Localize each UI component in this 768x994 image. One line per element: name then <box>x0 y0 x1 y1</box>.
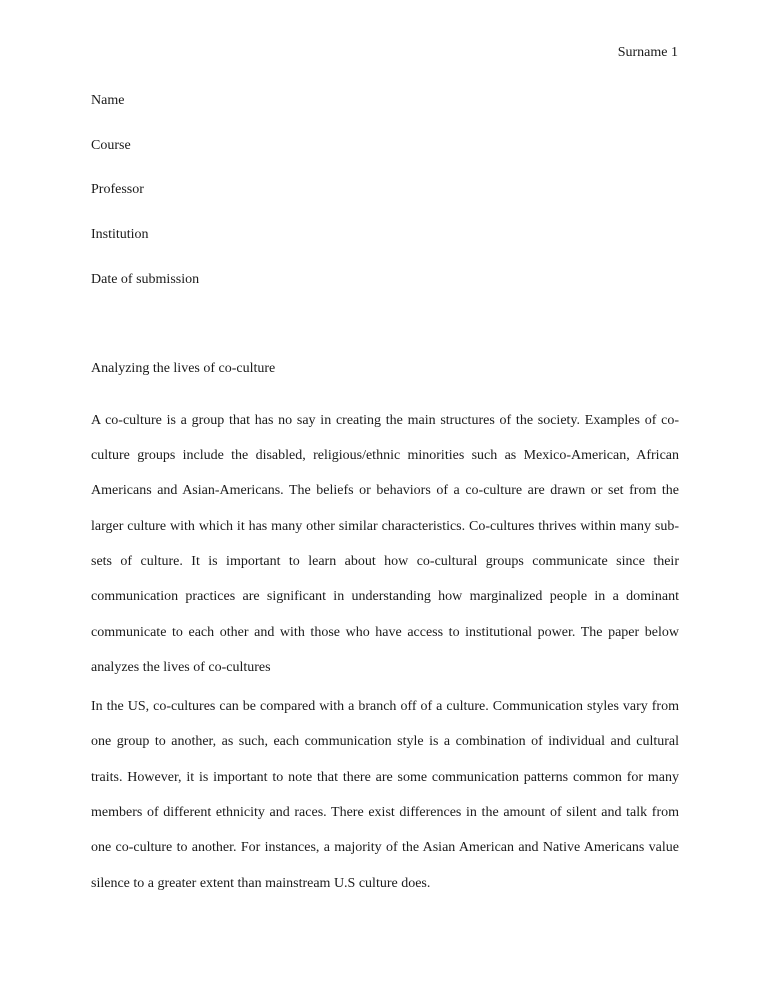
paragraph: A co-culture is a group that has no say in creating the main structures of the society. Examples of co-culture groups include the disabled, religious/ethnic minorities such as Mexico-American, African Americans and Asian-Americans. The beliefs or behaviors of a co-culture are drawn or set from the larger culture with which it has many other similar characteristics. Co-cultures thrives within many sub-sets of culture. It is important to learn about how co-cultural groups communicate since their communication practices are significant in understanding how marginalized people in a dominant communicate to each other and with those who have access to institutional power. The paper below analyzes the lives of co-cultures <box>91 412 679 675</box>
professor-name: Professor <box>91 182 144 198</box>
course-name: Course <box>91 137 131 153</box>
document-body <box>91 90 679 901</box>
spacer <box>91 313 679 358</box>
paper-title: Analyzing the lives of co-culture <box>91 361 276 377</box>
institution-name: Institution <box>91 227 149 243</box>
submission-date: Date of submission <box>91 271 200 287</box>
running-head: Surname 1 <box>617 45 678 60</box>
paragraph: In the US, co-cultures can be compared with a branch off of a culture. Communication styles vary from one group to another, as such, each communication style is a combination of individual and cultural traits. However, it is important to note that there are some communication patterns common for many members of different ethnicity and races. There exist differences in the amount of silent and talk from one co-culture to another. For instances, a majority of the Asian American and Native Americans value silence to a greater extent than mainstream U.S culture does. <box>91 699 679 891</box>
student-name: Name <box>91 93 125 108</box>
